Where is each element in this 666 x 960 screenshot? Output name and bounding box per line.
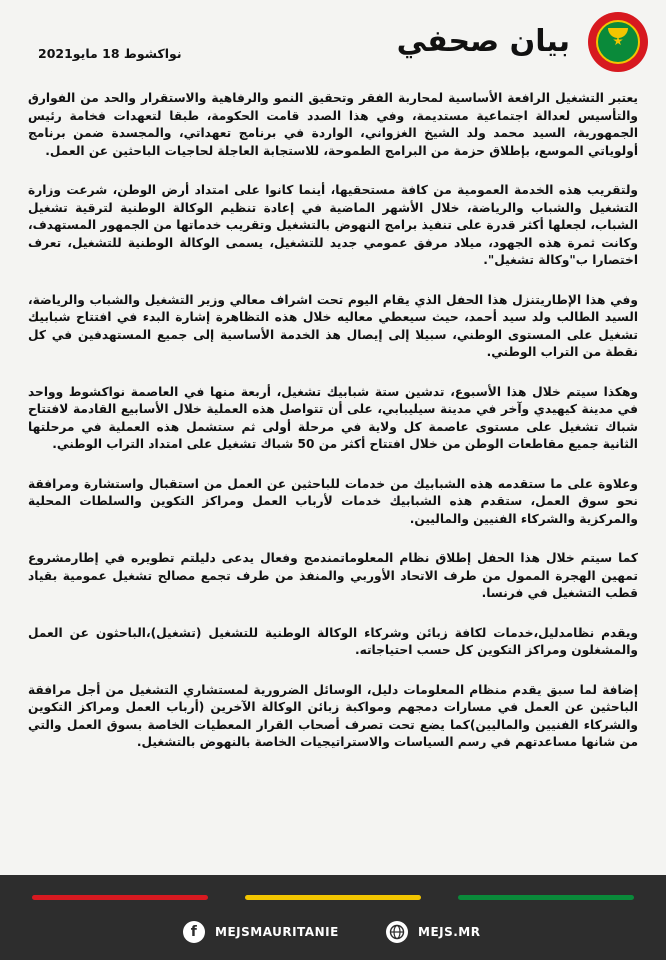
paragraph-1: يعتبر التشغيل الرافعة الأساسية لمحاربة الفقر وتحقيق النمو والرفاهية والاستقرار والحد من الفوارق والتأسيس لعدالة اجتماعية مستديمة، وفي هذا الصدد قامت الحكومة، طبقا لتعهدات فخامة رئيس الجمهورية، السيد محمد ولد الشيخ الغزواني، الواردة في برنامج تعهداتي، والمجسدة ضمن برنامج أولوياتي الموسع، بإطلاق حزمة من البرامج الطموحة، للاستجابة العاجلة لحاجيات الباحثين عن العمل. [28,91,638,158]
facebook-icon: f [183,921,205,943]
paragraph-4: وهكذا سيتم خلال هذا الأسبوع، تدشين ستة شبابيك تشغيل، أربعة منها في العاصمة نواكشوط وواحد في مدينة كيهيدي وآخر في مدينة سيليبابي، على أن تتواصل هذه العملية خلال الأسابيع القادمة لافتتاح شباك تشغيل على مستوى عاصمة كل ولاية في مرحلة أولى ثم ستشمل هذه العملية في مرحلتها الثانية جميع مقاطعات الوطن من خلال افتتاح أكثر من 50 شباك تشغيل على امتداد التراب الوطني. [28,384,638,451]
paragraph-5: وعلاوة على ما ستقدمه هذه الشبابيك من خدمات للباحثين عن العمل من استقبال واستشارة ومرافقة نحو سوق العمل، ستقدم هذه الشبابيك خدمات لأرباب العمل ومراكز التكوين والسلطات المحلية والمركزية والشركاء الفنيين والماليين. [28,476,638,526]
emblem-icon [596,20,640,64]
website-link[interactable] [386,921,481,943]
ministry-logo [588,12,648,72]
header [0,0,666,78]
facebook-label: MEJSMAURITANIE [215,925,339,939]
facebook-link[interactable] [183,921,339,943]
paragraph-8: إضافة لما سبق يقدم منظام المعلومات دليل، الوسائل الضرورية لمستشاري التشغيل من أجل مرافقة الباحثين عن العمل في مسارات دمجهم ومواكبة زبائن الوكالة الآخرين (أرباب العمل ومراكز التكوين والشركاء الفنيين والماليين)كما يضع تحت تصرف أصحاب القرار المعطيات الخاصة بسوق العمل والتي من شانها مساعدتهم في رسم السياسات والاستراتيجيات الخاصة بالنهوض بالتشغيل. [28,682,638,749]
star-icon [613,36,623,46]
website-label: MEJS.MR [418,925,481,939]
red-stripe [32,895,208,900]
yellow-stripe [245,895,421,900]
paragraph-7: ويقدم نظامدليل،خدمات لكافة زبائن وشركاء الوكالة الوطنية للتشغيل (تشغيل)،الباحثون عن العمل والمشغلون ومراكز التكوين كل حسب احتياجاته. [28,625,638,657]
page-title: بيان صحفي [396,24,570,59]
paragraph-2: ولتقريب هذه الخدمة العمومية من كافة مستحقيها، أينما كانوا على امتداد أرض الوطن، شرعت وزارة التشغيل والشباب والرياضة، خلال الأشهر الماضية في إعادة تنظيم الوكالة الوطنية لترقية تشغيل الشباب، لجعلها أكثر قدرة على تنفيذ برامج النهوض بالتشغيل وتقريب خدماتها من الجمهور المستهدف، وكانت ثمرة هذه الجهود، ميلاد مرفق عمومي جديد للتشغيل، يسمى الوكالة الوطنية للتشغيل، تعرف اختصارا ب"وكالة تشغيل". [28,183,638,267]
globe-icon [386,921,408,943]
dateline: نواكشوط 18 مايو2021 [38,46,182,61]
press-release-body [28,90,638,774]
green-stripe [458,895,634,900]
paragraph-6: كما سيتم خلال هذا الحفل إطلاق نظام المعلوماتمندمج وفعال يدعى دليلتم تطويره في إطارمشروع تمهين الهجرة الممول من طرف الاتحاد الأوربي والمنفذ من طرف تجمع مصالح تشغيل عمومية بقياد قطب التشغيل في فرنسا. [28,551,638,600]
footer [0,875,666,960]
paragraph-3: وفي هذا الإطاريتنزل هذا الحفل الذي يقام اليوم تحت اشراف معالي وزير التشغيل والشباب والرياضة، السيد الطالب ولد سيد أحمد، حيث سيعطي معاليه خلال هذه التظاهرة إشارة البدء في افتتاح شبابيك تشغيل على المستوى الوطني، سبيلا إلى إيصال هذ الخدمة الأساسية إلى جميع المستهدفين في كل نقطة من التراب الوطني. [28,292,638,359]
